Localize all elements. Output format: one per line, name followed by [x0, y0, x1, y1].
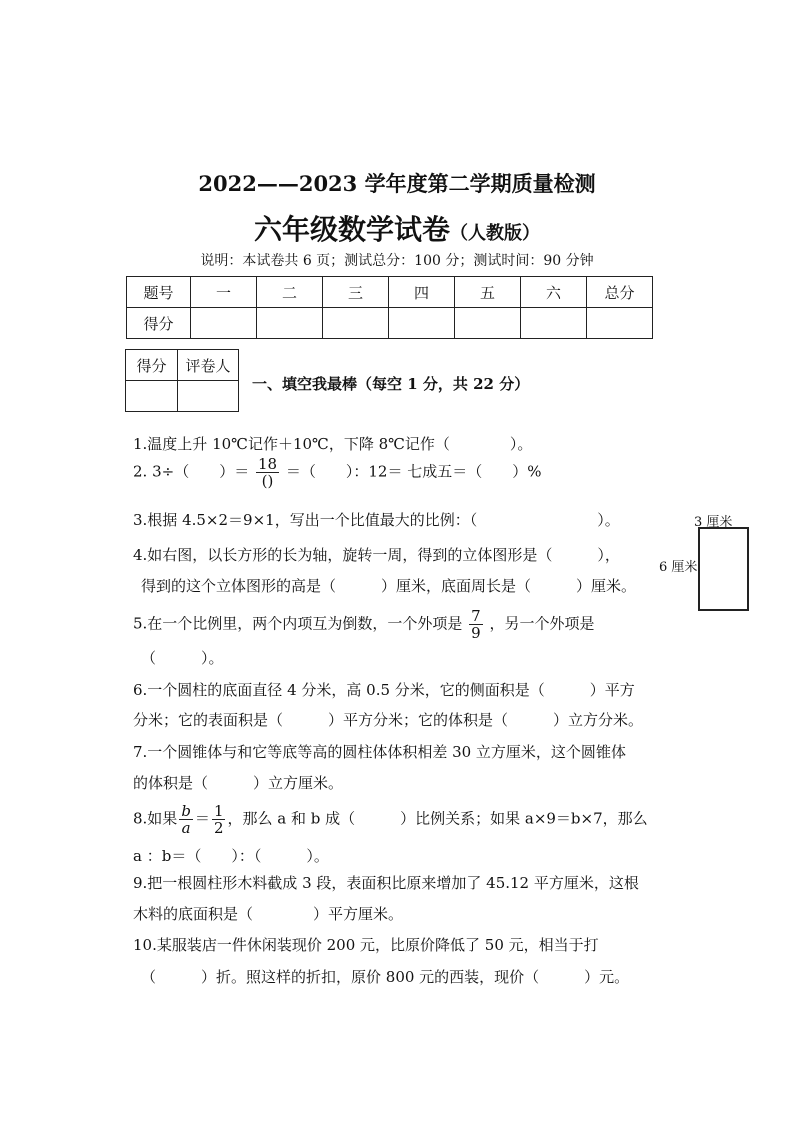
score-entry-cell[interactable]: [257, 308, 323, 339]
fraction-denominator: 9: [471, 624, 481, 642]
question-6-line-2: 分米；它的表面积是（ ）平方分米；它的体积是（ ）立方分米。: [133, 711, 644, 729]
question-5-part-b: ，另一个外项是: [489, 614, 595, 633]
question-6-line-1: 6.一个圆柱的底面直径 4 分米，高 0.5 分米，它的侧面积是（ ）平方: [133, 681, 635, 699]
score-entry-cell[interactable]: [323, 308, 389, 339]
fraction: [212, 803, 226, 836]
score-cell: 总分: [587, 277, 653, 308]
fraction-denominator: (): [261, 472, 274, 490]
fraction-numerator: b: [181, 802, 191, 820]
question-8-part-a: 8.如果: [133, 809, 178, 828]
question-2-part-b: ＝（ ）：12＝ 七成五＝（ ）%: [285, 462, 542, 481]
score-entry-cell[interactable]: [455, 308, 521, 339]
score-entry-cell[interactable]: [587, 308, 653, 339]
fraction-numerator: 7: [471, 607, 481, 625]
grader-score-header: 得分: [126, 350, 178, 381]
edition-label: （人教版）: [450, 223, 540, 244]
question-8-line-2: a ：b＝（ ）：（ ）。: [133, 847, 329, 865]
score-cell: 五: [455, 277, 521, 308]
grader-name-cell[interactable]: [178, 381, 239, 412]
score-entry-cell[interactable]: [521, 308, 587, 339]
question-5: [133, 608, 594, 641]
figure-height-label: 6 厘米: [659, 560, 698, 575]
score-cell: 三: [323, 277, 389, 308]
fraction: [469, 608, 483, 641]
figure-width-label: 3 厘米: [694, 515, 733, 530]
question-5-part-a: 5.在一个比例里，两个内项互为倒数，一个外项是: [133, 614, 463, 633]
question-1: 1.温度上升 10℃记作＋10℃，下降 8℃记作（ ）。: [133, 435, 533, 453]
score-entry-cell[interactable]: [191, 308, 257, 339]
question-3: 3.根据 4.5×2＝9×1，写出一个比值最大的比例：（ ）。: [133, 511, 620, 529]
question-8: [133, 803, 648, 836]
fraction-numerator: 1: [213, 802, 224, 820]
equals-sign: ＝: [194, 809, 210, 828]
question-4-line-1: 4.如右图，以长方形的长为轴，旋转一周，得到的立体图形是（ ），: [133, 546, 620, 564]
fraction: [179, 803, 193, 836]
subtitle-text: 六年级数学试卷: [253, 213, 450, 246]
rectangle-figure: [698, 527, 749, 611]
grader-name-header: 评卷人: [178, 350, 239, 381]
question-10-line-2: （ ）折。照这样的折扣，原价 800 元的西装，现价（ ）元。: [141, 968, 630, 986]
question-2: [133, 456, 541, 489]
section-heading: 一、填空我最棒（每空 1 分，共 22 分）: [252, 375, 530, 393]
exam-note: 说明：本试卷共 6 页；测试总分：100 分；测试时间：90 分钟: [200, 253, 594, 269]
score-entry-cell[interactable]: [389, 308, 455, 339]
question-9-line-1: 9.把一根圆柱形木料截成 3 段，表面积比原来增加了 45.12 平方厘米，这根: [133, 874, 639, 892]
grader-table: [125, 349, 239, 412]
question-7-line-2: 的体积是（ ）立方厘米。: [133, 774, 344, 792]
question-4-line-2: 得到的这个立体图形的高是（ ）厘米，底面周长是（ ）厘米。: [141, 577, 637, 595]
grader-score-cell[interactable]: [126, 381, 178, 412]
score-table-score-row: [127, 308, 653, 339]
score-cell: 二: [257, 277, 323, 308]
question-9-line-2: 木料的底面积是（ ）平方厘米。: [133, 905, 404, 923]
score-cell: 题号: [127, 277, 191, 308]
fraction-numerator: 18: [257, 455, 278, 473]
fraction: [256, 456, 279, 489]
fraction-denominator: a: [181, 819, 191, 837]
score-row-label: 得分: [127, 308, 191, 339]
question-5-line-2: （ ）。: [141, 649, 224, 667]
question-7-line-1: 7.一个圆锥体与和它等底等高的圆柱体体积相差 30 立方厘米，这个圆锥体: [133, 743, 626, 761]
score-table: [126, 276, 653, 339]
fraction-denominator: 2: [213, 819, 224, 837]
question-2-part-a: 2. 3÷（ ）＝: [133, 462, 250, 481]
exam-title: 2022——2023 学年度第二学期质量检测: [198, 171, 596, 196]
score-cell: 四: [389, 277, 455, 308]
exam-subtitle: [0, 208, 794, 248]
score-cell: 六: [521, 277, 587, 308]
question-10-line-1: 10.某服装店一件休闲装现价 200 元，比原价降低了 50 元，相当于打: [133, 936, 599, 954]
score-table-header-row: [127, 277, 653, 308]
score-cell: 一: [191, 277, 257, 308]
question-8-part-b: ，那么 a 和 b 成（ ）比例关系；如果 a×9＝b×7，那么: [227, 809, 648, 828]
